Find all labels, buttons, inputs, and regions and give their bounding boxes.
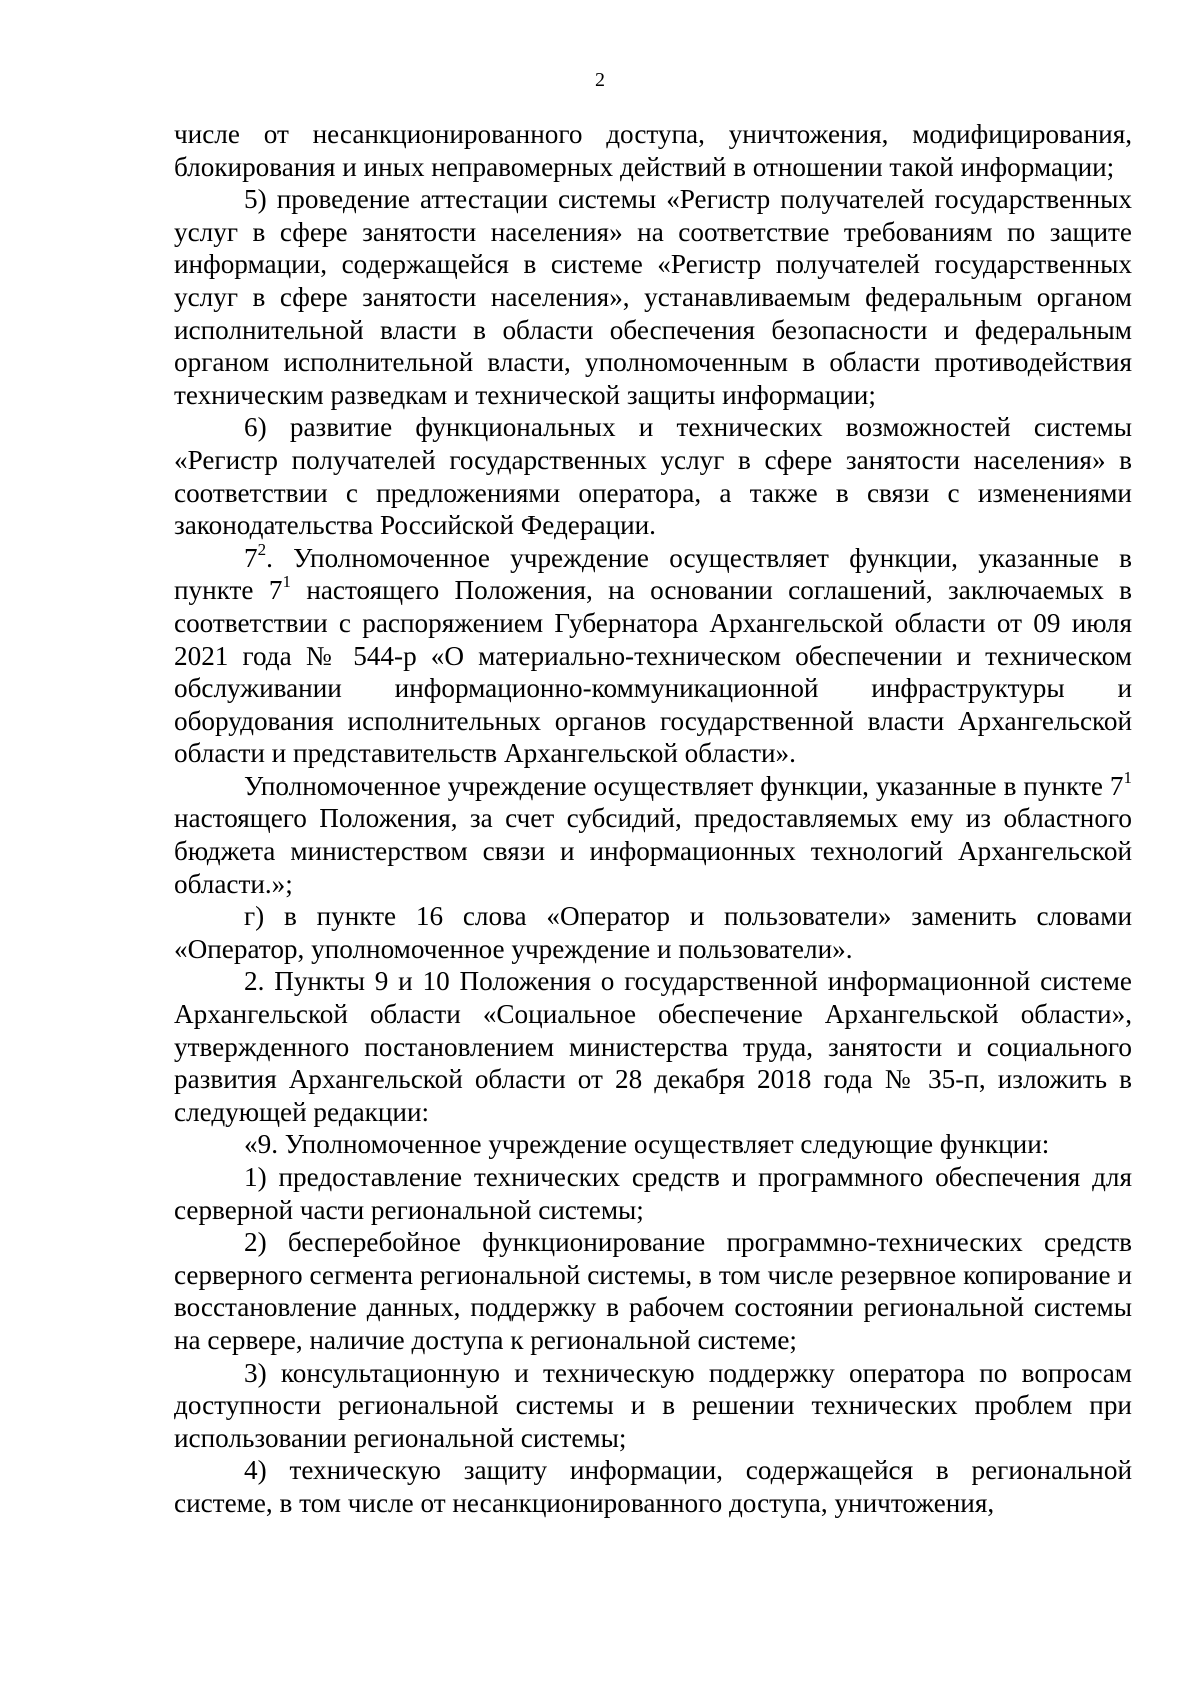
paragraph-function-2: 2) бесперебойное функционирование программно-технических средств серверного сегмента региональной системы, в том числе резервное копирование и восстановление данных, поддержку в рабочем состоянии региональной системы на сервере, наличие доступа к региональной системе; [174,1227,1132,1355]
paragraph-item-5: 5) проведение аттестации системы «Регистр получателей государственных услуг в сфере занятости населения» на соответствие требованиям по защите информации, содержащейся в системе «Регистр получателей государственных услуг в сфере занятости населения», устанавливаемым федеральным органом исполнительной власти в области обеспечения безопасности и федеральным органом исполнительной власти, уполномоченным в области противодействия техническим разведкам и технической защиты информации; [174,184,1132,410]
page-number: 2 [595,69,605,91]
clause-text: Уполномоченное учреждение осуществляет функции, указанные в пункте 7 [244,770,1124,801]
paragraph-function-4: 4) техническую защиту информации, содержащейся в региональной системе, в том числе от несанкционированного доступа, уничтожения, [174,1455,1132,1518]
clause-text: настоящего Положения, на основании соглашений, заключаемых в соответствии с распоряжением Губернатора Архангельской области от 09 июля 2021 года № 544-р «О материально-техническом обеспечении и техническом обслуживании информационно-коммуникационной инфраструктуры и оборудования исполнительных органов государственной власти Архангельской области и представительств Архангельской области». [174,575,1132,769]
superscript: 1 [1123,767,1132,787]
paragraph-item-g: г) в пункте 16 слова «Оператор и пользователи» заменить словами «Оператор, уполномоченное учреждение и пользователи». [174,901,1132,964]
paragraph-function-1: 1) предоставление технических средств и программного обеспечения для серверной части региональной системы; [174,1162,1132,1225]
paragraph-funding [174,767,1132,900]
clause-text: настоящего Положения, за счет субсидий, предоставляемых ему из областного бюджета министерством связи и информационных технологий Архангельской области.»; [174,803,1132,899]
clause-text: . Уполномоченное учреждение осуществляет функции, указанные в пункте 7 [174,542,1132,606]
superscript: 1 [282,572,291,592]
paragraph-continuation: числе от несанкционированного доступа, уничтожения, модифицирования, блокирования и иных неправомерных действий в отношении такой информации; [174,119,1132,182]
paragraph-point-9: «9. Уполномоченное учреждение осуществляет следующие функции: [244,1129,1050,1160]
paragraph-function-3: 3) консультационную и техническую поддержку оператора по вопросам доступности региональной системы и в решении технических проблем при использовании региональной системы; [174,1357,1132,1453]
paragraph-section-2: 2. Пункты 9 и 10 Положения о государственной информационной системе Архангельской области «Социальное обеспечение Архангельской области», утвержденного постановлением министерства труда, занятости и социального развития Архангельской области от 28 декабря 2018 года № 35-п, изложить в следующей редакции: [174,966,1132,1127]
superscript: 2 [257,539,267,559]
document-body [174,118,1132,1520]
clause-number: 7 [244,542,258,573]
paragraph-7-2 [174,539,1132,770]
paragraph-item-6: 6) развитие функциональных и технических возможностей системы «Регистр получателей государственных услуг в сфере занятости населения» в соответствии с предложениями оператора, а также в связи с изменениями законодательства Российской Федерации. [174,412,1132,541]
